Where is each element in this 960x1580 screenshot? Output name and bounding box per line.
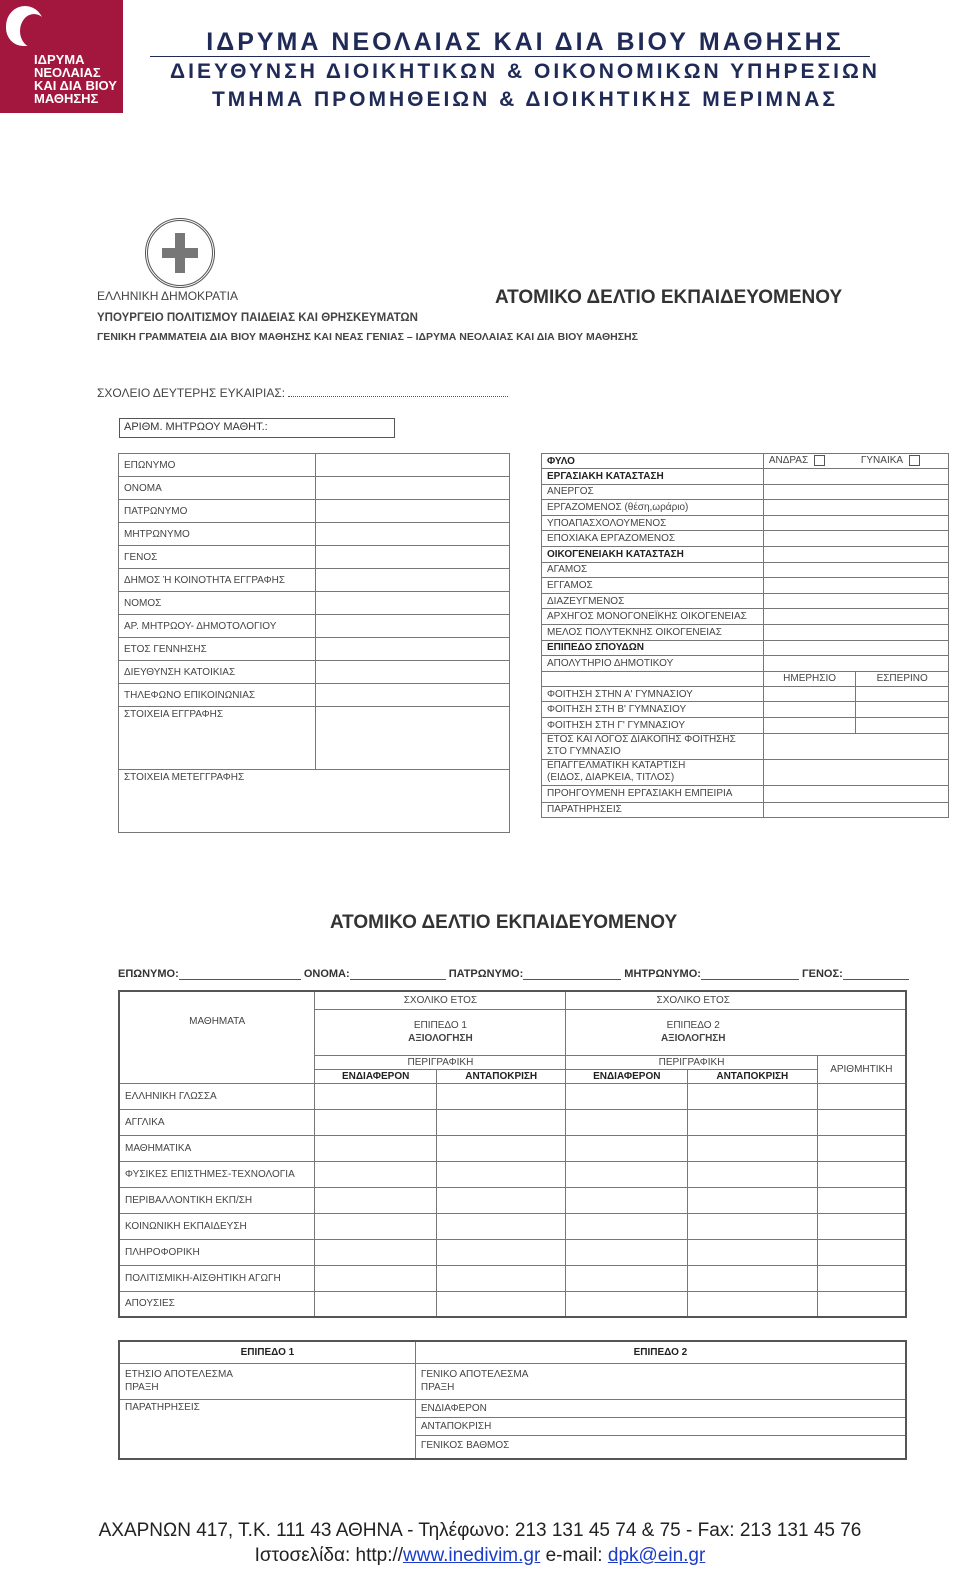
personal-field-value[interactable] [315,569,509,592]
grade-cell[interactable] [817,1161,906,1187]
level1-eval-header: ΕΠΙΠΕΔΟ 1 ΑΞΙΟΛΟΓΗΣΗ [315,1009,566,1055]
female-option [856,454,949,469]
status-field-label: ΕΠΟΧΙΑΚΑ ΕΡΓΑΖΟΜΕΝΟΣ [542,531,764,547]
header-directorate: ΔΙΕΥΘΥΝΣΗ ΔΙΟΙΚΗΤΙΚΩΝ & ΟΙΚΟΝΟΜΙΚΩΝ ΥΠΗΡΕΣΙΩΝ [170,60,880,83]
subject-name: ΑΠΟΥΣΙΕΣ [119,1291,315,1317]
grade-cell[interactable] [688,1291,818,1317]
personal-field-label: ΕΤΟΣ ΓΕΝΝΗΣΗΣ [119,638,316,661]
level2-eval-header: ΕΠΙΠΕΔΟ 2 ΑΞΙΟΛΟΓΗΣΗ [566,1009,906,1055]
response-1: ΑΝΤΑΠΟΚΡΙΣΗ [436,1069,566,1083]
status-field-value[interactable] [763,656,948,672]
prev-experience-value[interactable] [763,785,948,802]
form2-name-line [118,968,909,980]
email-link[interactable]: dpk@ein.gr [607,1545,706,1566]
results-response[interactable]: ΑΝΤΑΠΟΚΡΙΣΗ [416,1418,905,1436]
subject-name: ΠΕΡΙΒΑΛΛΟΝΤΙΚΗ ΕΚΠ/ΣΗ [119,1187,315,1213]
footer-address: ΑΧΑΡΝΩΝ 417, Τ.Κ. 111 43 ΑΘΗΝΑ - Τηλέφωνο: 213 131 45 74 & 75 - Fax: 213 131 45 76 [98,1520,862,1541]
school-dotted-line[interactable] [288,386,508,397]
grade-cell[interactable] [688,1109,818,1135]
form2-surname-label: ΕΠΩΝΥΜΟ: [118,968,179,980]
header-rule [150,56,870,57]
grade-cell[interactable] [566,1265,688,1291]
grade-cell[interactable] [566,1083,688,1109]
personal-field-value[interactable] [315,500,509,523]
male-option [763,454,856,469]
results-interest[interactable]: ΕΝΔΙΑΦΕΡΟΝ [416,1400,905,1418]
personal-field-value[interactable] [315,546,509,569]
evening-school-value[interactable] [856,686,949,702]
status-field-label: ΔΙΑΖΕΥΓΜΕΝΟΣ [542,593,764,609]
courses-header: ΜΑΘΗΜΑΤΑ [119,991,315,1083]
grades-table [118,990,907,1318]
status-field-label: ΑΡΧΗΓΟΣ ΜΟΝΟΓΟΝΕΪΚΗΣ ΟΙΚΟΓΕΝΕΙΑΣ [542,609,764,625]
vocational-value[interactable] [763,759,948,785]
grade-cell[interactable] [688,1213,818,1239]
grade-cell[interactable] [436,1213,566,1239]
status-info-table [541,453,949,818]
personal-field-label: ΕΠΩΝΥΜΟ [119,454,316,477]
notes-value[interactable] [763,802,948,817]
form2-name-field[interactable] [350,969,446,980]
subject-name: ΠΛΗΡΟΦΟΡΙΚΗ [119,1239,315,1265]
status-field-value[interactable] [763,578,948,594]
status-field-value[interactable] [763,609,948,625]
grade-cell[interactable] [315,1083,437,1109]
grade-cell[interactable] [436,1291,566,1317]
general-result-cell[interactable]: ΓΕΝΙΚΟ ΑΠΟΤΕΛΕΣΜΑ ΠΡΑΞΗ [415,1363,906,1399]
day-school-value[interactable] [763,702,856,718]
grade-cell[interactable] [436,1161,566,1187]
gymnasium-row-label: ΦΟΙΤΗΣΗ ΣΤΗ Γ' ΓΥΜΝΑΣΙΟΥ [542,717,764,733]
form2-mother-label: ΜΗΤΡΩΝΥΜΟ: [624,968,701,980]
response-2: ΑΝΤΑΠΟΚΡΙΣΗ [688,1069,818,1083]
institution-logo [0,0,123,113]
day-school-value[interactable] [763,686,856,702]
grade-cell[interactable] [688,1135,818,1161]
personal-field-label: ΜΗΤΡΩΝΥΜΟ [119,523,316,546]
grade-cell[interactable] [315,1109,437,1135]
status-field-label: ΥΠΟΑΠΑΣΧΟΛΟΥΜΕΝΟΣ [542,515,764,531]
form2-mother-field[interactable] [701,969,799,980]
registry-number-field[interactable] [119,418,395,438]
day-school-label: ΗΜΕΡΗΣΙΟ [763,671,856,686]
site-label: Ιστοσελίδα: http:// [254,1545,404,1566]
status-field-value[interactable] [763,531,948,547]
grade-cell[interactable] [436,1109,566,1135]
form2-name-label: ΟΝΟΜΑ: [303,968,350,980]
status-field-label: ΜΕΛΟΣ ΠΟΛΥΤΕΚΝΗΣ ΟΙΚΟΓΕΝΕΙΑΣ [542,624,764,640]
personal-field-label: ΑΡ. ΜΗΤΡΩΟΥ- ΔΗΜΟΤΟΛΟΓΙΟΥ [119,615,316,638]
grade-cell[interactable] [688,1083,818,1109]
header-institution: ΙΔΡΥΜΑ ΝΕΟΛΑΙΑΣ ΚΑΙ ΔΙΑ ΒΙΟΥ ΜΑΘΗΣΗΣ [206,28,844,56]
grade-cell[interactable] [315,1265,437,1291]
personal-field-label: ΓΕΝΟΣ [119,546,316,569]
logo-line: ΚΑΙ ΔΙΑ ΒΙΟΥ [34,78,117,93]
status-field-value[interactable] [763,484,948,500]
secretariat-label: ΓΕΝΙΚΗ ΓΡΑΜΜΑΤΕΙΑ ΔΙΑ ΒΙΟΥ ΜΑΘΗΣΗΣ ΚΑΙ ΝΕΑΣ ΓΕΝΙΑΣ – ΙΔΡΥΜΑ ΝΕΟΛΑΙΑΣ ΚΑΙ ΔΙΑ ΒΙΟΥ ΜΑΘΗΣΗΣ [97,331,638,343]
sex-label: ΦΥΛΟ [542,454,764,469]
greek-coat-of-arms-icon [145,218,215,288]
grade-cell[interactable] [566,1109,688,1135]
grade-cell[interactable] [315,1239,437,1265]
republic-label: ΕΛΛΗΝΙΚΗ ΔΗΜΟΚΡΑΤΙΑ [97,289,238,303]
numeric-header: ΑΡΙΘΜΗΤΙΚΗ [817,1055,906,1083]
interest-1: ΕΝΔΙΑΦΕΡΟΝ [315,1069,437,1083]
status-field-value[interactable] [763,640,948,656]
results-general-grade[interactable]: ΓΕΝΙΚΟΣ ΒΑΘΜΟΣ [420,1439,510,1451]
enroll-value[interactable] [315,707,509,770]
subject-name: ΠΟΛΙΤΙΣΜΙΚΗ-ΑΙΣΘΗΤΙΚΗ ΑΓΩΓΗ [119,1265,315,1291]
status-field-value[interactable] [763,546,948,562]
day-school-value[interactable] [763,717,856,733]
logo-line: ΝΕΟΛΑΙΑΣ [34,65,101,80]
personal-field-label: ΠΑΤΡΩΝΥΜΟ [119,500,316,523]
grade-cell[interactable] [315,1291,437,1317]
grade-cell[interactable] [315,1135,437,1161]
results-table [118,1340,907,1460]
status-field-value[interactable] [763,624,948,640]
personal-field-value[interactable] [315,638,509,661]
level2-details [415,1399,906,1459]
subject-name: ΜΑΘΗΜΑΤΙΚΑ [119,1135,315,1161]
prev-experience-label: ΠΡΟΗΓΟΥΜΕΝΗ ΕΡΓΑΣΙΑΚΗ ΕΜΠΕΙΡΙΑ [542,785,764,802]
grade-cell[interactable] [817,1135,906,1161]
personal-field-value[interactable] [315,477,509,500]
notes-label: ΠΑΡΑΤΗΡΗΣΕΙΣ [542,802,764,817]
grade-cell[interactable] [688,1161,818,1187]
grade-cell[interactable] [436,1265,566,1291]
results-level1: ΕΠΙΠΕΔΟ 1 [119,1341,415,1363]
female-checkbox[interactable] [909,455,920,466]
status-field-label: ΕΓΓΑΜΟΣ [542,578,764,594]
personal-field-value[interactable] [315,684,509,707]
grade-cell[interactable] [315,1161,437,1187]
status-field-label: ΟΙΚΟΓΕΝΕΙΑΚΗ ΚΑΤΑΣΤΑΣΗ [542,546,764,562]
school-year-2: ΣΧΟΛΙΚΟ ΕΤΟΣ [566,991,906,1009]
grade-cell[interactable] [817,1265,906,1291]
status-field-value[interactable] [763,562,948,578]
grade-cell[interactable] [817,1291,906,1317]
logo-line: ΙΔΡΥΜΑ [34,52,85,67]
grade-cell[interactable] [436,1187,566,1213]
status-field-label: ΕΠΙΠΕΔΟ ΣΠΟΥΔΩΝ [542,640,764,656]
evening-school-label: ΕΣΠΕΡΙΝΟ [856,671,949,686]
grade-cell[interactable] [436,1135,566,1161]
logo-line: ΜΑΘΗΣΗΣ [34,91,99,106]
interest-2: ΕΝΔΙΑΦΕΡΟΝ [566,1069,688,1083]
grade-cell[interactable] [817,1239,906,1265]
evening-school-value[interactable] [856,717,949,733]
registry-number-label: ΑΡΙΘΜ. ΜΗΤΡΩΟΥ ΜΑΘΗΤ.: [124,421,268,433]
email-label: e-mail: [545,1545,603,1566]
status-field-label: ΑΓΑΜΟΣ [542,562,764,578]
results-level2: ΕΠΙΠΕΔΟ 2 [415,1341,906,1363]
personal-field-label: ΔΙΕΥΘΥΝΣΗ ΚΑΤΟΙΚΙΑΣ [119,661,316,684]
grade-cell[interactable] [688,1265,818,1291]
header-department: ΤΜΗΜΑ ΠΡΟΜΗΘΕΙΩΝ & ΔΙΟΙΚΗΤΙΚΗΣ ΜΕΡΙΜΝΑΣ [211,88,838,111]
grade-cell[interactable] [817,1187,906,1213]
personal-field-value[interactable] [315,454,509,477]
status-field-label: ΑΠΟΛΥΤΗΡΙΟ ΔΗΜΟΤΙΚΟΥ [542,656,764,672]
dropout-label: ΕΤΟΣ ΚΑΙ ΛΟΓΟΣ ΔΙΑΚΟΠΗΣ ΦΟΙΤΗΣΗΣ ΣΤΟ ΓΥΜΝΑΣΙΟ [542,733,764,759]
subject-name: ΚΟΙΝΩΝΙΚΗ ΕΚΠΑΙΔΕΥΣΗ [119,1213,315,1239]
male-label: ΑΝΔΡΑΣ [768,455,809,467]
form2-sex-field[interactable] [843,969,909,980]
personal-field-value[interactable] [315,661,509,684]
personal-info-table [118,453,510,833]
status-field-value[interactable] [763,515,948,531]
form2-surname-field[interactable] [179,969,301,980]
descriptive-2: ΠΕΡΙΓΡΑΦΙΚΗ [566,1055,817,1069]
grade-cell[interactable] [817,1109,906,1135]
male-checkbox[interactable] [814,455,825,466]
grade-cell[interactable] [688,1239,818,1265]
site-link[interactable]: www.inedivim.gr [403,1545,541,1566]
blank-row [542,671,764,686]
status-field-label: ΕΡΓΑΣΙΑΚΗ ΚΑΤΑΣΤΑΣΗ [542,469,764,485]
subject-name: ΑΓΓΛΙΚΑ [119,1109,315,1135]
personal-field-label: ΔΗΜΟΣ Ή ΚΟΙΝΟΤΗΤΑ ΕΓΓΡΑΦΗΣ [119,569,316,592]
female-label: ΓΥΝΑΙΚΑ [860,455,904,467]
vocational-label: ΕΠΑΓΓΕΛΜΑΤΙΚΗ ΚΑΤΑΡΤΙΣΗ (ΕΙΔΟΣ, ΔΙΑΡΚΕΙΑ, ΤΙΤΛΟΣ) [542,759,764,785]
grade-cell[interactable] [688,1187,818,1213]
dropout-value[interactable] [763,733,948,759]
school-year-1: ΣΧΟΛΙΚΟ ΕΤΟΣ [315,991,566,1009]
grade-cell[interactable] [566,1291,688,1317]
form2-father-label: ΠΑΤΡΩΝΥΜΟ: [448,968,524,980]
status-field-label: ΕΡΓΑΖΟΜΕΝΟΣ (θέση,ωράριο) [542,500,764,516]
grade-cell[interactable] [436,1083,566,1109]
enroll-label: ΣΤΟΙΧΕΙΑ ΕΓΓΡΑΦΗΣ [119,707,316,770]
subject-name: ΦΥΣΙΚΕΣ ΕΠΙΣΤΗΜΕΣ-ΤΕΧΝΟΛΟΓΙΑ [119,1161,315,1187]
form2-sex-label: ΓΕΝΟΣ: [802,968,843,980]
school-field[interactable] [97,386,508,400]
grade-cell[interactable] [566,1161,688,1187]
form1-title: ΑΤΟΜΙΚΟ ΔΕΛΤΙΟ ΕΚΠΑΙΔΕΥΟΜΕΝΟΥ [495,287,843,308]
gymnasium-row-label: ΦΟΙΤΗΣΗ ΣΤΗΝ Α' ΓΥΜΝΑΣΙΟΥ [542,686,764,702]
descriptive-1: ΠΕΡΙΓΡΑΦΙΚΗ [315,1055,566,1069]
footer-contact [0,1545,960,1567]
annual-result-cell[interactable]: ΕΤΗΣΙΟ ΑΠΟΤΕΛΕΣΜΑ ΠΡΑΞΗ [119,1363,415,1399]
form2-title: ΑΤΟΜΙΚΟ ΔΕΛΤΙΟ ΕΚΠΑΙΔΕΥΟΜΕΝΟΥ [330,912,678,933]
status-field-label: ΑΝΕΡΓΟΣ [542,484,764,500]
personal-field-value[interactable] [315,592,509,615]
grade-cell[interactable] [817,1083,906,1109]
grade-cell[interactable] [566,1135,688,1161]
personal-field-value[interactable] [315,523,509,546]
evening-school-value[interactable] [856,702,949,718]
school-label: ΣΧΟΛΕΙΟ ΔΕΥΤΕΡΗΣ ΕΥΚΑΙΡΙΑΣ: [97,386,286,400]
status-field-value[interactable] [763,469,948,485]
grade-cell[interactable] [436,1239,566,1265]
ministry-label: ΥΠΟΥΡΓΕΙΟ ΠΟΛΙΤΙΣΜΟΥ ΠΑΙΔΕΙΑΣ ΚΑΙ ΘΡΗΣΚΕΥΜΑΤΩΝ [97,312,418,324]
gymnasium-row-label: ΦΟΙΤΗΣΗ ΣΤΗ Β' ΓΥΜΝΑΣΙΟΥ [542,702,764,718]
form2-father-field[interactable] [523,969,621,980]
grade-cell[interactable] [566,1239,688,1265]
grade-cell[interactable] [566,1187,688,1213]
status-field-value[interactable] [763,500,948,516]
grade-cell[interactable] [315,1213,437,1239]
results-notes-cell[interactable]: ΠΑΡΑΤΗΡΗΣΕΙΣ [119,1399,415,1459]
personal-field-label: ΤΗΛΕΦΩΝΟ ΕΠΙΚΟΙΝΩΝΙΑΣ [119,684,316,707]
personal-field-label: ΝΟΜΟΣ [119,592,316,615]
profile-head-icon [6,6,44,46]
grade-cell[interactable] [817,1213,906,1239]
subject-name: ΕΛΛΗΝΙΚΗ ΓΛΩΣΣΑ [119,1083,315,1109]
grade-cell[interactable] [566,1213,688,1239]
transfer-label: ΣΤΟΙΧΕΙΑ ΜΕΤΕΓΓΡΑΦΗΣ [119,770,510,833]
personal-field-label: ΟΝΟΜΑ [119,477,316,500]
personal-field-value[interactable] [315,615,509,638]
grade-cell[interactable] [315,1187,437,1213]
status-field-value[interactable] [763,593,948,609]
